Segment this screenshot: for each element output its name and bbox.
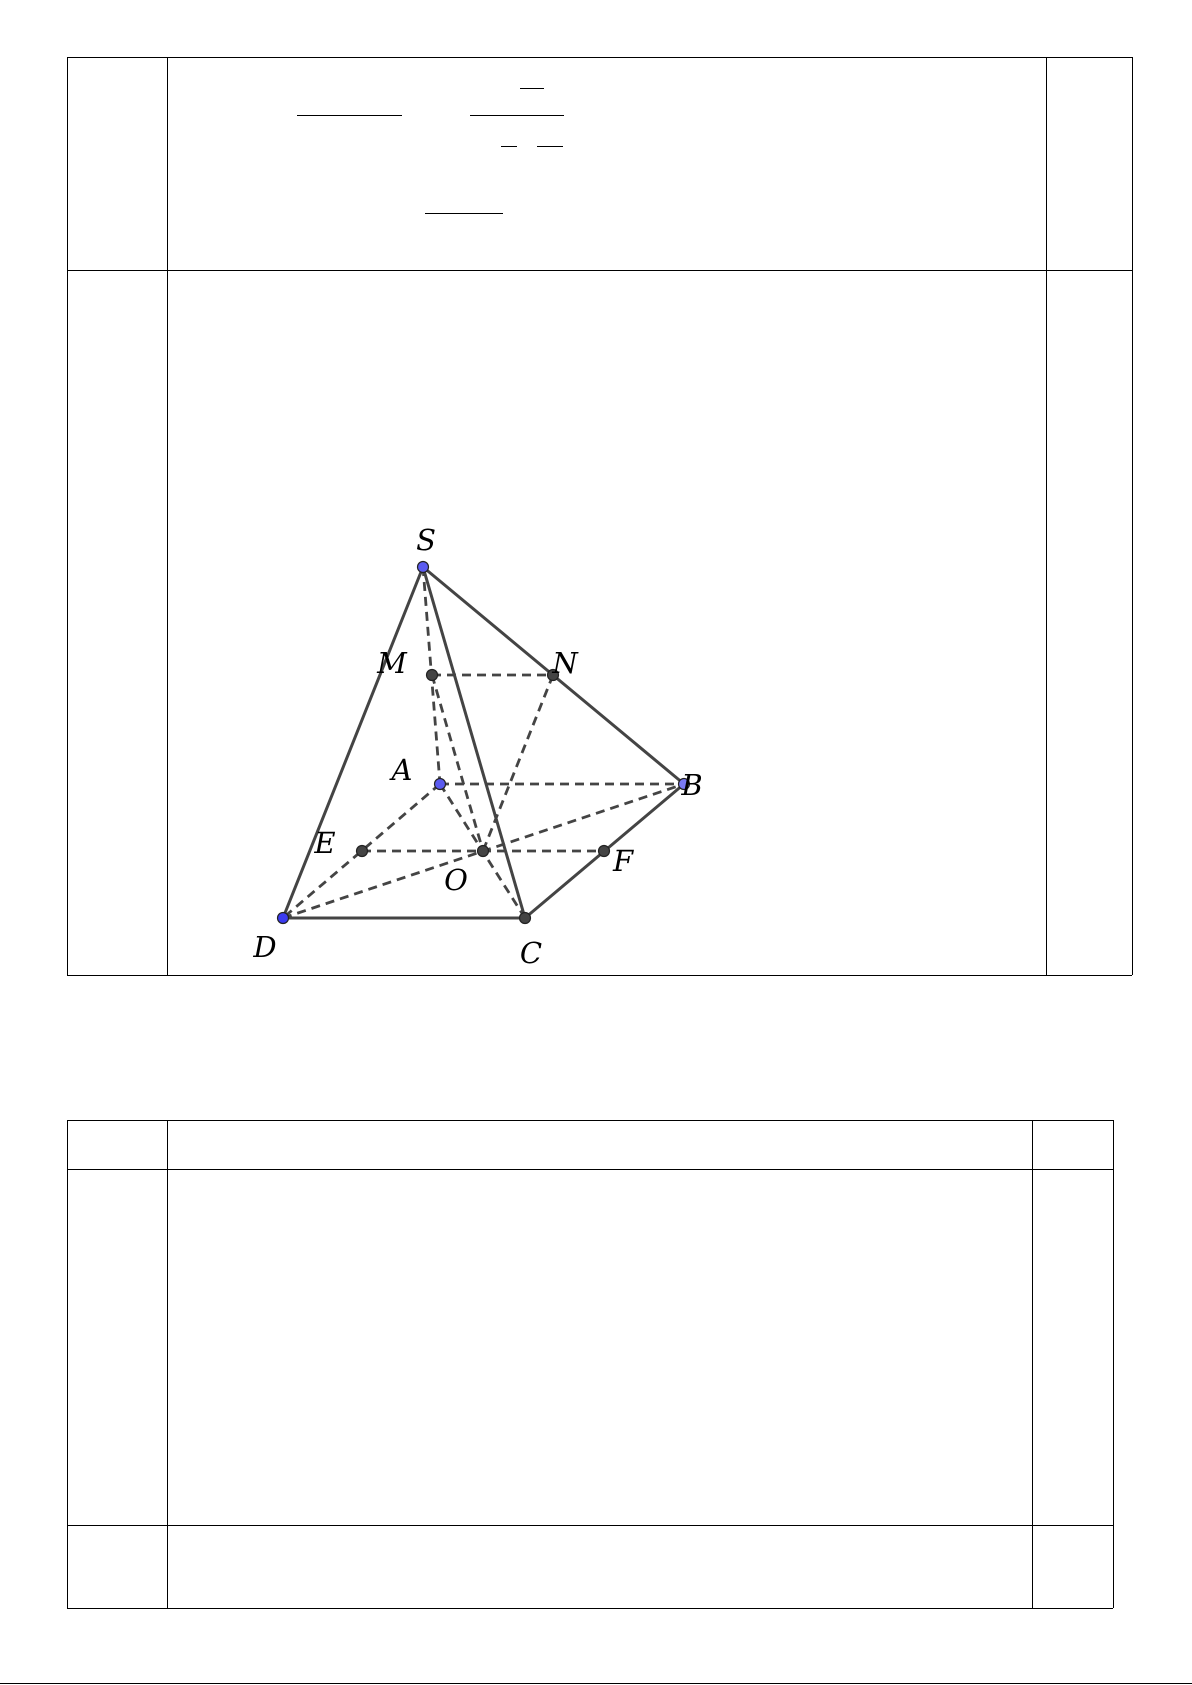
point-M	[427, 670, 438, 681]
point-A	[435, 779, 446, 790]
point-label-F: F	[612, 844, 634, 878]
table2-header-divider	[67, 1169, 1113, 1170]
page-footer-rule	[0, 1683, 1192, 1684]
point-F	[599, 846, 610, 857]
point-label-M: M	[377, 646, 407, 680]
table2-row-divider	[67, 1525, 1113, 1526]
point-O	[478, 846, 489, 857]
point-label-C: C	[519, 936, 543, 970]
figure-labels	[252, 523, 702, 970]
point-S	[418, 562, 429, 573]
table2-bottom-border	[67, 1608, 1113, 1609]
table2-right-border	[1113, 1120, 1114, 1608]
point-label-E: E	[314, 826, 336, 860]
solid-edge-SC	[423, 567, 525, 918]
dashed-edge-NO	[483, 675, 553, 851]
point-label-D: D	[253, 930, 277, 964]
table2-left-border	[67, 1120, 68, 1608]
point-label-A: A	[391, 753, 413, 787]
point-label-O: O	[444, 863, 468, 897]
point-D	[278, 913, 289, 924]
solid-edge-SD	[283, 567, 423, 918]
table2-top-border	[67, 1120, 1113, 1121]
point-E	[357, 846, 368, 857]
point-label-S: S	[416, 523, 436, 557]
point-C	[520, 913, 531, 924]
point-label-B: B	[681, 768, 703, 802]
table2-col-divider-1	[167, 1120, 168, 1608]
table2-col-divider-2	[1032, 1120, 1033, 1608]
point-label-N: N	[552, 646, 578, 680]
